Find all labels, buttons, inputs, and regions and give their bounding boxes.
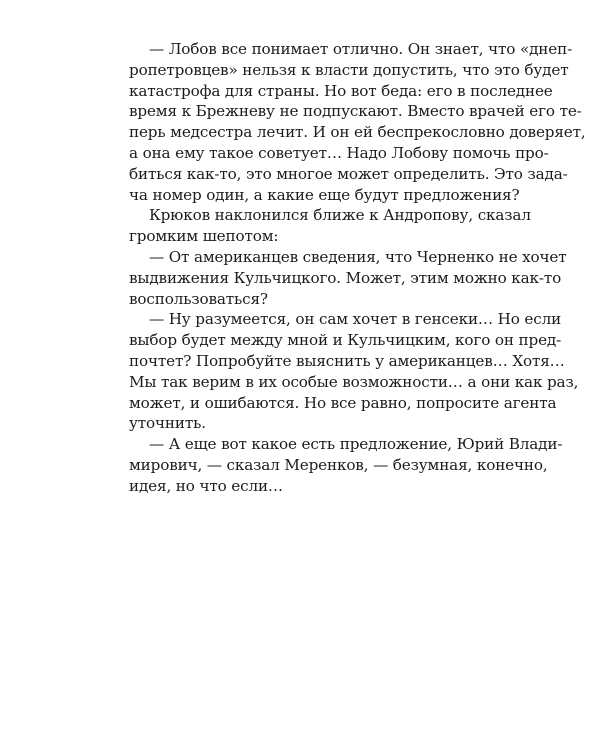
text-line: выдвижения Кульчицкого. Может, этим можно как-то xyxy=(129,268,562,287)
text-line: — Ну разумеется, он сам хочет в генсеки… Но если xyxy=(149,310,562,329)
text-line: может, и ошибаются. Но все равно, попросите агента xyxy=(129,393,557,412)
paragraph xyxy=(129,39,586,205)
text-line: катастрофа для страны. Но вот беда: его в последнее xyxy=(129,81,553,100)
text-line: воспользоваться? xyxy=(129,289,268,308)
text-line: — А еще вот какое есть предложение, Юрий Влади- xyxy=(149,435,563,454)
text-line: перь медсестра лечит. И он ей беспрекословно доверяет, xyxy=(129,123,586,142)
text-line: — Лобов все понимает отлично. Он знает, что «днеп- xyxy=(149,40,573,58)
text-line: уточнить. xyxy=(129,414,206,433)
text-line: выбор будет между мной и Кульчицким, кого он пред- xyxy=(129,331,562,350)
body-text xyxy=(129,39,586,497)
paragraph xyxy=(129,309,579,434)
text-line: идея, но что если… xyxy=(129,476,283,495)
text-line: биться как-то, это многое может определить. Это зада- xyxy=(129,164,568,183)
text-line: — От американцев сведения, что Черненко не хочет xyxy=(149,247,567,266)
text-line: Мы так верим в их особые возможности… а они как раз, xyxy=(129,372,579,391)
text-line: Крюков наклонился ближе к Андропову, сказал xyxy=(149,206,531,225)
paragraph xyxy=(129,434,563,496)
text-line: ропетровцев» нельзя к власти допустить, что это будет xyxy=(129,60,569,79)
text-line: громким шепотом: xyxy=(129,227,279,246)
text-line: а она ему такое советует… Надо Лобову помочь про- xyxy=(129,143,549,162)
text-line: мирович, — сказал Меренков, — безумная, конечно, xyxy=(129,455,548,474)
text-line: время к Брежневу не подпускают. Вместо врачей его те- xyxy=(129,102,582,121)
text-line: ча номер один, а какие еще будут предложения? xyxy=(129,185,520,204)
paragraph xyxy=(129,247,567,309)
paragraph xyxy=(129,205,531,247)
text-line: почтет? Попробуйте выяснить у американцев… Хотя… xyxy=(129,351,565,370)
